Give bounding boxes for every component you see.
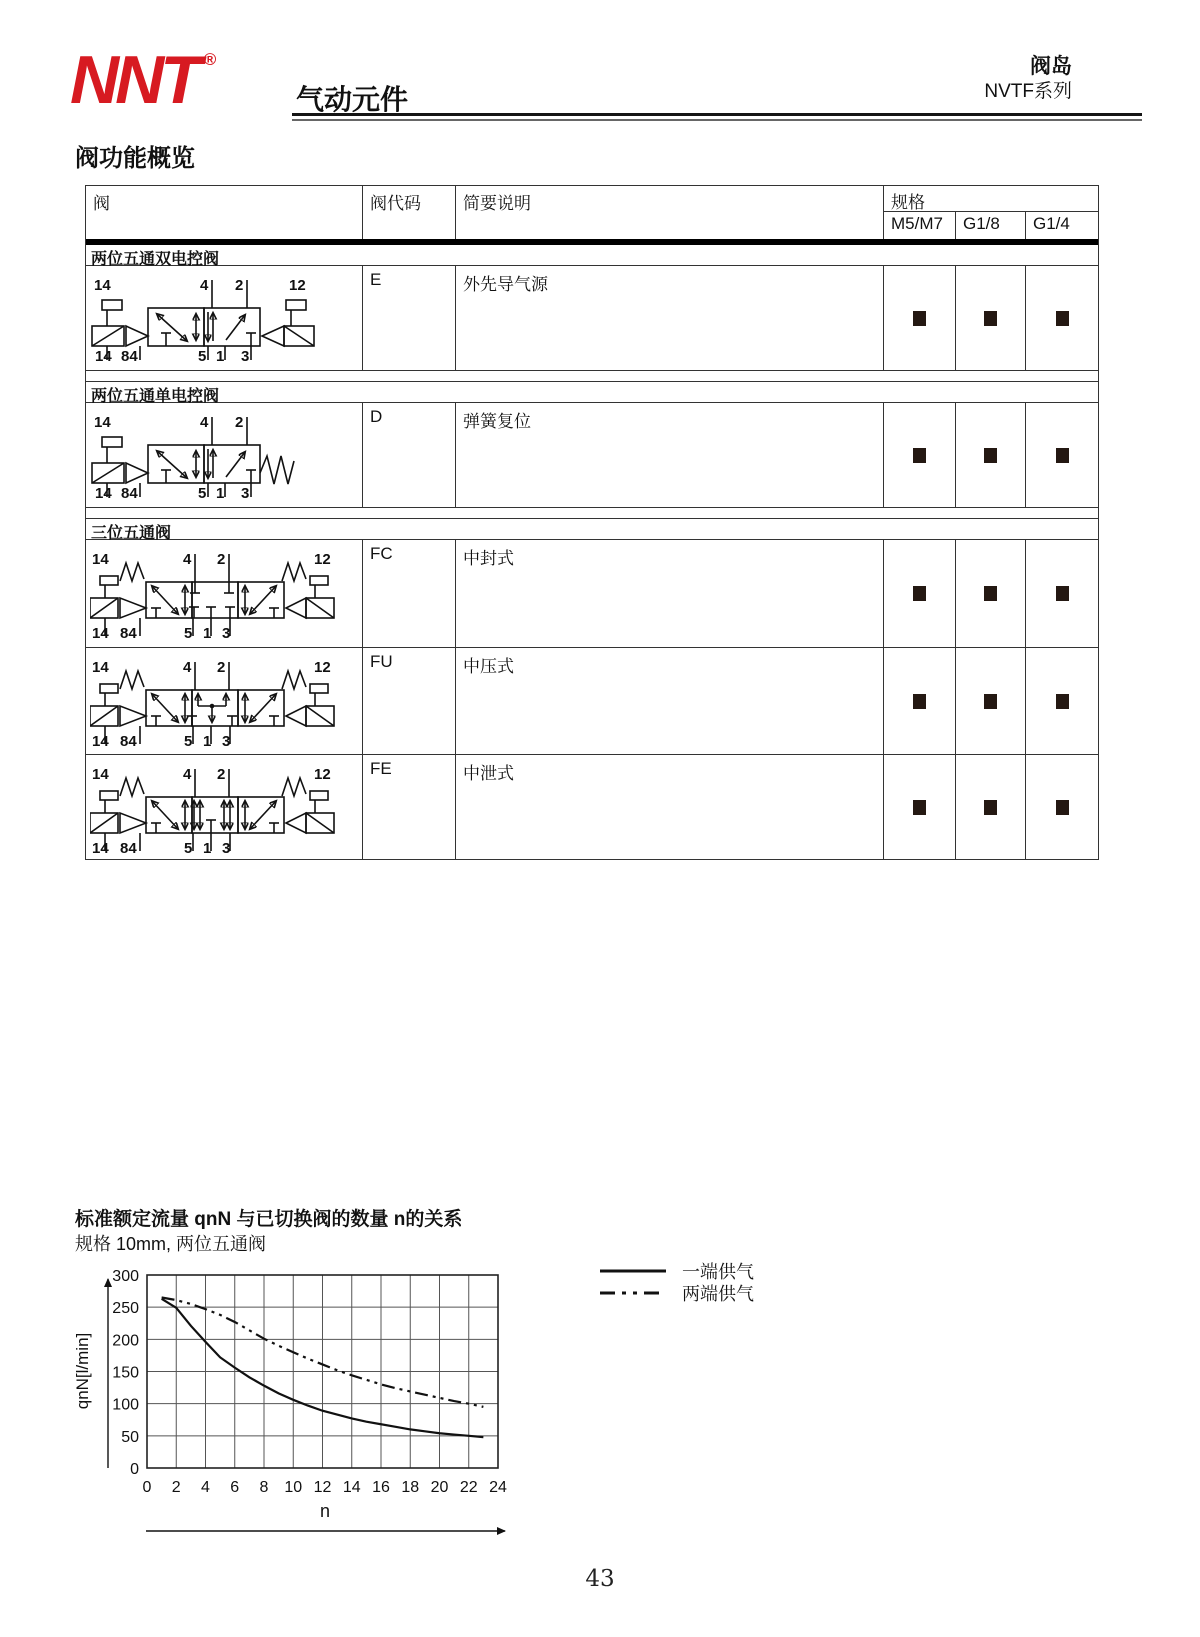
port-label-84: 84 bbox=[121, 485, 138, 499]
centering-spring-right bbox=[282, 778, 306, 796]
spec-available-marker bbox=[913, 448, 926, 463]
spec-available-marker bbox=[913, 800, 926, 815]
legend-label: 两端供气 bbox=[682, 1284, 754, 1304]
port-label-2: 2 bbox=[217, 551, 226, 568]
valve-desc: 外先导气源 bbox=[456, 266, 884, 370]
port-label-14: 14 bbox=[94, 414, 111, 431]
table-row-FE bbox=[86, 755, 1098, 859]
spec-available-marker bbox=[984, 448, 997, 463]
port-label-3: 3 bbox=[241, 348, 250, 362]
spec-cell-m5m7 bbox=[884, 540, 956, 647]
spec-available-marker bbox=[1056, 311, 1069, 326]
valve-diagram-5-3-exhaust-center bbox=[90, 763, 340, 855]
valve-symbol-cell bbox=[86, 403, 363, 507]
port-label-12: 12 bbox=[314, 551, 331, 568]
port-label-1: 1 bbox=[203, 625, 212, 640]
port-label-2: 2 bbox=[217, 766, 226, 783]
port-label-3: 3 bbox=[222, 733, 231, 748]
chart-title: 标准额定流量 qnN 与已切换阀的数量 n的关系 bbox=[75, 1209, 463, 1230]
valve-code: E bbox=[363, 266, 456, 370]
spec-cell-g14 bbox=[1026, 266, 1098, 370]
spring-return-symbol bbox=[260, 456, 294, 484]
svg-text:200: 200 bbox=[112, 1332, 139, 1350]
port-label-3: 3 bbox=[241, 485, 250, 499]
col-header-g18: G1/8 bbox=[956, 212, 1026, 239]
spec-cell-m5m7 bbox=[884, 266, 956, 370]
port-label-12: 12 bbox=[289, 277, 306, 294]
port-label-5: 5 bbox=[198, 348, 207, 362]
spec-available-marker bbox=[984, 311, 997, 326]
valve-code: FE bbox=[363, 755, 456, 859]
spec-available-marker bbox=[984, 586, 997, 601]
spec-cell-g14 bbox=[1026, 755, 1098, 859]
section-title-5-2-double: 两位五通双电控阀 bbox=[86, 245, 1098, 266]
page-title: 阀功能概览 bbox=[75, 145, 195, 172]
port-label-1: 1 bbox=[203, 733, 212, 748]
spec-cell-m5m7 bbox=[884, 403, 956, 507]
spec-cell-m5m7 bbox=[884, 755, 956, 859]
svg-text:300: 300 bbox=[112, 1268, 139, 1285]
svg-text:16: 16 bbox=[372, 1479, 390, 1496]
spec-cell-g18 bbox=[956, 266, 1026, 370]
spec-available-marker bbox=[1056, 586, 1069, 601]
chart-grid bbox=[147, 1275, 498, 1468]
port-label-1: 1 bbox=[203, 840, 212, 855]
port-label-5: 5 bbox=[184, 625, 193, 640]
spec-cell-g14 bbox=[1026, 540, 1098, 647]
valve-diagram-5-2-double-solenoid bbox=[90, 274, 315, 362]
page-number: 43 bbox=[585, 1566, 615, 1592]
logo-text: NNT bbox=[70, 42, 198, 118]
svg-text:22: 22 bbox=[459, 1479, 478, 1496]
port-label-2: 2 bbox=[235, 277, 244, 294]
port-label-84: 84 bbox=[121, 348, 138, 362]
port-label-1: 1 bbox=[216, 348, 225, 362]
port-label-1: 1 bbox=[216, 485, 225, 499]
section-gap bbox=[86, 371, 1098, 382]
product-series: NVTF系列 bbox=[984, 81, 1072, 103]
nnt-logo bbox=[70, 42, 217, 118]
spec-cell-m5m7 bbox=[884, 648, 956, 754]
table-row-FU bbox=[86, 648, 1098, 755]
col-header-code: 阀代码 bbox=[363, 186, 456, 239]
valve-desc: 中压式 bbox=[456, 648, 884, 754]
svg-text:0: 0 bbox=[142, 1479, 152, 1496]
table-row-D bbox=[86, 403, 1098, 508]
port-label-14: 14 bbox=[92, 766, 109, 783]
valve-desc: 中泄式 bbox=[456, 755, 884, 859]
y-axis-label: qnN[l/min] bbox=[73, 1332, 92, 1410]
port-label-14: 14 bbox=[92, 659, 109, 676]
valve-function-table bbox=[85, 185, 1099, 860]
valve-symbol-cell bbox=[86, 266, 363, 370]
port-label-5: 5 bbox=[184, 840, 193, 855]
valve-code: D bbox=[363, 403, 456, 507]
section-gap bbox=[86, 508, 1098, 519]
port-label-12: 12 bbox=[314, 659, 331, 676]
spec-cell-g18 bbox=[956, 403, 1026, 507]
port-label-12: 12 bbox=[314, 766, 331, 783]
dash-dot-line-sample bbox=[598, 1289, 668, 1297]
table-row-FC bbox=[86, 540, 1098, 648]
port-label-5: 5 bbox=[184, 733, 193, 748]
svg-text:12: 12 bbox=[313, 1479, 332, 1496]
valve-symbol-cell bbox=[86, 540, 363, 647]
col-header-valve: 阀 bbox=[86, 186, 363, 239]
port-label-84: 84 bbox=[120, 733, 137, 748]
chart-subtitle: 规格 10mm, 两位五通阀 bbox=[75, 1234, 267, 1254]
col-header-g14: G1/4 bbox=[1033, 214, 1070, 233]
y-tick-labels bbox=[112, 1268, 139, 1478]
flow-chart bbox=[70, 1255, 540, 1545]
svg-text:250: 250 bbox=[112, 1300, 139, 1318]
valve-diagram-5-3-pressure-center bbox=[90, 656, 340, 748]
centering-spring-left bbox=[120, 563, 144, 581]
valve-diagram-5-2-single-solenoid-spring bbox=[90, 411, 315, 499]
svg-text:20: 20 bbox=[430, 1479, 449, 1496]
spec-available-marker bbox=[1056, 800, 1069, 815]
col-header-m5m7: M5/M7 bbox=[884, 212, 956, 239]
port-label-14b: 14 bbox=[92, 840, 109, 855]
spec-available-marker bbox=[1056, 694, 1069, 709]
svg-text:150: 150 bbox=[112, 1364, 139, 1382]
spec-available-marker bbox=[913, 311, 926, 326]
port-label-14b: 14 bbox=[92, 733, 109, 748]
chart-legend bbox=[598, 1260, 754, 1304]
valve-code: FU bbox=[363, 648, 456, 754]
section-title-5-2-single: 两位五通单电控阀 bbox=[86, 382, 1098, 403]
port-label-14b: 14 bbox=[95, 348, 112, 362]
col-header-spec-group bbox=[884, 186, 1098, 239]
centering-spring-left bbox=[120, 671, 144, 689]
x-axis-label: n bbox=[320, 1501, 331, 1521]
spec-available-marker bbox=[984, 800, 997, 815]
table-header-row bbox=[86, 186, 1098, 239]
port-label-4: 4 bbox=[200, 277, 209, 294]
valve-diagram-5-3-closed-center bbox=[90, 548, 340, 640]
svg-text:18: 18 bbox=[401, 1479, 420, 1496]
svg-text:0: 0 bbox=[130, 1461, 139, 1478]
spec-available-marker bbox=[913, 586, 926, 601]
valve-symbol-cell bbox=[86, 755, 363, 859]
svg-text:2: 2 bbox=[171, 1479, 181, 1496]
centering-spring-left bbox=[120, 778, 144, 796]
svg-text:4: 4 bbox=[201, 1479, 210, 1496]
spec-cell-g18 bbox=[956, 648, 1026, 754]
col-header-desc: 简要说明 bbox=[456, 186, 884, 239]
legend-item-solid bbox=[598, 1260, 754, 1282]
x-tick-labels bbox=[143, 1479, 507, 1496]
port-label-4: 4 bbox=[183, 551, 192, 568]
spec-available-marker bbox=[913, 694, 926, 709]
section-title-5-3: 三位五通阀 bbox=[86, 519, 1098, 540]
spec-available-marker bbox=[984, 694, 997, 709]
header-product bbox=[842, 54, 1072, 104]
registered-mark: ® bbox=[203, 50, 217, 69]
svg-text:14: 14 bbox=[342, 1479, 361, 1496]
port-label-3: 3 bbox=[222, 840, 231, 855]
brand-subtitle: 气动元件 bbox=[296, 84, 409, 115]
valve-code: FC bbox=[363, 540, 456, 647]
svg-text:100: 100 bbox=[112, 1396, 139, 1414]
spec-cell-g18 bbox=[956, 755, 1026, 859]
port-label-84: 84 bbox=[120, 625, 137, 640]
valve-symbol-cell bbox=[86, 648, 363, 754]
port-label-4: 4 bbox=[183, 659, 192, 676]
port-label-14: 14 bbox=[92, 551, 109, 568]
svg-text:24: 24 bbox=[489, 1479, 507, 1496]
svg-text:10: 10 bbox=[284, 1479, 303, 1496]
valve-desc: 弹簧复位 bbox=[456, 403, 884, 507]
centering-spring-right bbox=[282, 671, 306, 689]
spec-cell-g14 bbox=[1026, 403, 1098, 507]
svg-text:6: 6 bbox=[230, 1479, 240, 1496]
header-rule bbox=[292, 113, 1142, 121]
col-header-spec: 规格 bbox=[884, 186, 1098, 212]
port-label-5: 5 bbox=[198, 485, 207, 499]
product-family: 阀岛 bbox=[1030, 55, 1072, 78]
port-label-2: 2 bbox=[235, 414, 244, 431]
spec-cell-g18 bbox=[956, 540, 1026, 647]
centering-spring-right bbox=[282, 563, 306, 581]
legend-item-dashed bbox=[598, 1282, 754, 1304]
solid-line-sample bbox=[598, 1267, 668, 1275]
port-label-4: 4 bbox=[200, 414, 209, 431]
port-label-84: 84 bbox=[120, 840, 137, 855]
port-label-2: 2 bbox=[217, 659, 226, 676]
valve-desc: 中封式 bbox=[456, 540, 884, 647]
port-label-3: 3 bbox=[222, 625, 231, 640]
port-label-4: 4 bbox=[183, 766, 192, 783]
port-label-14b: 14 bbox=[92, 625, 109, 640]
port-label-14: 14 bbox=[94, 277, 111, 294]
legend-label: 一端供气 bbox=[682, 1262, 754, 1282]
table-row-E bbox=[86, 266, 1098, 371]
port-label-14b: 14 bbox=[95, 485, 112, 499]
spec-available-marker bbox=[1056, 448, 1069, 463]
spec-cell-g14 bbox=[1026, 648, 1098, 754]
svg-text:50: 50 bbox=[121, 1428, 139, 1446]
svg-text:8: 8 bbox=[259, 1479, 269, 1496]
